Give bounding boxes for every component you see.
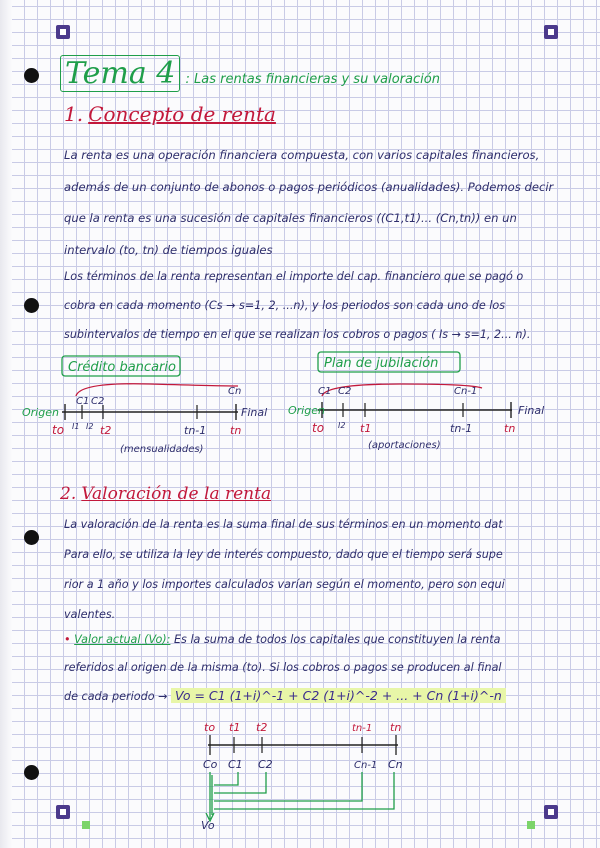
tema-title: Tema 4 bbox=[60, 55, 180, 92]
d2-t0: to bbox=[204, 721, 216, 734]
d2-tn1: tn-1 bbox=[352, 723, 373, 734]
right-t1: t1 bbox=[360, 422, 372, 435]
right-final: Final bbox=[518, 404, 545, 417]
right-tn1: tn-1 bbox=[450, 422, 473, 435]
timeline-diagram-2 bbox=[0, 715, 600, 835]
d2-c1: C1 bbox=[228, 758, 243, 771]
bullet-dot: • bbox=[64, 633, 71, 646]
left-c1: C1 bbox=[76, 396, 90, 407]
text-line: La valoración de la renta es la suma final de sus términos en un momento dat bbox=[64, 518, 503, 531]
binder-hole-1 bbox=[24, 68, 39, 83]
credito-label: Crédito bancario bbox=[68, 360, 176, 375]
binder-hole-3 bbox=[24, 530, 39, 545]
section-1-number: 1. bbox=[64, 102, 84, 126]
right-note: (aportaciones) bbox=[368, 440, 441, 451]
bullet-first-line bbox=[64, 626, 506, 654]
section-1-paragraph-2 bbox=[64, 262, 530, 349]
right-cn1: Cn-1 bbox=[454, 386, 478, 397]
text-line: Los términos de la renta representan el importe del cap. financiero que se pagó o bbox=[64, 270, 524, 283]
right-c1: C1 bbox=[318, 386, 332, 397]
left-t2: t2 bbox=[100, 424, 112, 437]
right-t0: to bbox=[312, 421, 325, 435]
left-final: Final bbox=[241, 406, 268, 419]
formula: Vo = C1 (1+i)^-1 + C2 (1+i)^-2 + ... + Cn (1+i)^-n bbox=[171, 688, 506, 703]
right-origin: Origen bbox=[288, 404, 325, 417]
text-line: Para ello, se utiliza la ley de interés compuesto, dado que el tiempo será supe bbox=[64, 548, 503, 561]
page-title bbox=[60, 56, 440, 91]
d2-tn: tn bbox=[390, 721, 402, 734]
text-line: Es la suma de todos los capitales que constituyen la renta bbox=[173, 633, 501, 646]
text-line: La renta es una operación financiera compuesta, con varios capitales financieros, bbox=[64, 148, 540, 162]
d2-t1: t1 bbox=[229, 721, 241, 734]
section-2-number: 2. bbox=[60, 484, 77, 504]
timeline-diagram-1 bbox=[0, 350, 600, 460]
text-line: cobra en cada momento (Cs → s=1, 2, ...n), y los periodos son cada uno de los bbox=[64, 299, 506, 312]
arrow-icon: → bbox=[158, 690, 168, 703]
corner-marker-top-right bbox=[544, 25, 558, 39]
d2-cn: Cn bbox=[388, 758, 403, 771]
section-2-paragraph-1 bbox=[64, 510, 505, 630]
d2-t2: t2 bbox=[256, 721, 268, 734]
left-origin: Origen bbox=[22, 406, 59, 419]
section-2-heading bbox=[60, 484, 271, 504]
text-line: referidos al origen de la misma (to). Si los cobros o pagos se producen al final bbox=[64, 661, 502, 674]
d2-c0: Co bbox=[203, 758, 218, 771]
valor-actual-bullet bbox=[64, 626, 506, 711]
left-cn: Cn bbox=[228, 386, 242, 397]
bracket-left bbox=[76, 384, 238, 396]
d2-cn1: Cn-1 bbox=[354, 760, 378, 771]
left-i2: I2 bbox=[86, 422, 94, 431]
left-note: (mensualidades) bbox=[120, 444, 204, 455]
right-c2: C2 bbox=[338, 386, 352, 397]
section-1-title: Concepto de renta bbox=[88, 102, 276, 126]
d2-vo: Vo bbox=[201, 819, 215, 832]
text-line: que la renta es una sucesión de capitales financieros ((C1,t1)... (Cn,tn)) en un bbox=[64, 211, 517, 225]
plan-label: Plan de jubilación bbox=[324, 356, 439, 371]
left-i1: I1 bbox=[72, 422, 80, 431]
section-1-paragraph-1 bbox=[64, 140, 553, 266]
text-line: valentes. bbox=[64, 608, 116, 621]
binder-hole-2 bbox=[24, 298, 39, 313]
d2-c2: C2 bbox=[258, 758, 273, 771]
discount-arrows bbox=[206, 772, 394, 821]
text-line: rior a 1 año y los importes calculados varían según el momento, pero son equi bbox=[64, 578, 505, 591]
left-c2: C2 bbox=[91, 396, 105, 407]
tema-subtitle: : Las rentas financieras y su valoración bbox=[185, 72, 440, 87]
right-tn: tn bbox=[504, 422, 516, 435]
text-line: de cada periodo bbox=[64, 690, 155, 703]
formula-line bbox=[64, 682, 506, 711]
left-tn1: tn-1 bbox=[184, 424, 207, 437]
left-tn: tn bbox=[230, 424, 242, 437]
text-line: intervalo (to, tn) de tiempos iguales bbox=[64, 242, 273, 257]
corner-marker-top-left bbox=[56, 25, 70, 39]
bullet-label: Valor actual (Vo): bbox=[74, 633, 171, 646]
right-i2: I2 bbox=[338, 421, 346, 430]
section-2-title: Valoración de la renta bbox=[81, 484, 272, 504]
text-line: subintervalos de tiempo en el que se realizan los cobros o pagos ( Is → s=1, 2... n). bbox=[64, 328, 531, 341]
text-line: además de un conjunto de abonos o pagos periódicos (anualidades). Podemos decir bbox=[64, 179, 554, 194]
left-t0: to bbox=[52, 423, 65, 437]
section-1-heading bbox=[64, 102, 276, 126]
